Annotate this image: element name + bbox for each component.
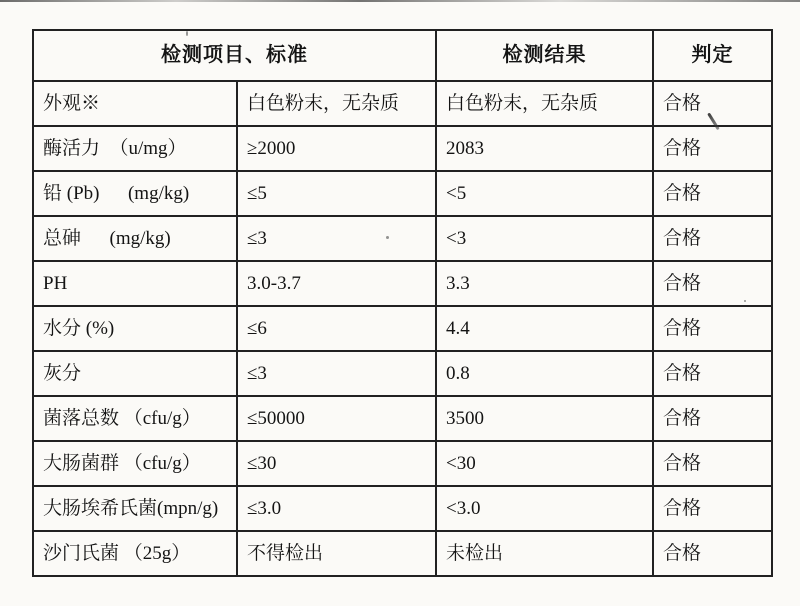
table-row — [33, 441, 772, 486]
cell-result: <5 — [436, 171, 653, 216]
cell-verdict: 合格 — [653, 486, 772, 531]
cell-item: 菌落总数 （cfu/g） — [33, 396, 237, 441]
cell-result: 白色粉末，无杂质 — [436, 81, 653, 126]
scan-speck — [744, 300, 746, 302]
table-row — [33, 171, 772, 216]
cell-verdict: 合格 — [653, 441, 772, 486]
cell-standard: ≤3.0 — [237, 486, 436, 531]
inspection-report-table — [32, 29, 773, 577]
cell-standard: ≤3 — [237, 216, 436, 261]
cell-verdict: 合格 — [653, 306, 772, 351]
scan-speck — [386, 236, 389, 239]
cell-item: 酶活力 （u/mg） — [33, 126, 237, 171]
cell-item: 总砷 (mg/kg) — [33, 216, 237, 261]
table-row — [33, 396, 772, 441]
table-row — [33, 531, 772, 576]
cell-standard: ≤50000 — [237, 396, 436, 441]
cell-result: 0.8 — [436, 351, 653, 396]
table-row — [33, 126, 772, 171]
cell-verdict: 合格 — [653, 126, 772, 171]
cell-result: 3.3 — [436, 261, 653, 306]
cell-item: 大肠菌群 （cfu/g） — [33, 441, 237, 486]
cell-item: 外观※ — [33, 81, 237, 126]
cell-standard: ≤6 — [237, 306, 436, 351]
header-verdict: 判定 — [653, 30, 772, 81]
cell-result: <3 — [436, 216, 653, 261]
scan-edge-artifact — [0, 0, 800, 2]
cell-verdict: 合格 — [653, 531, 772, 576]
cell-result: <3.0 — [436, 486, 653, 531]
cell-result: 2083 — [436, 126, 653, 171]
cell-item: 大肠埃希氏菌(mpn/g) — [33, 486, 237, 531]
scan-speck — [186, 31, 188, 36]
cell-result: 4.4 — [436, 306, 653, 351]
cell-item: 水分 (%) — [33, 306, 237, 351]
table-row — [33, 486, 772, 531]
cell-standard: ≤5 — [237, 171, 436, 216]
cell-result: 未检出 — [436, 531, 653, 576]
cell-item: 灰分 — [33, 351, 237, 396]
table-row — [33, 81, 772, 126]
header-row — [33, 30, 772, 81]
cell-verdict: 合格 — [653, 81, 772, 126]
header-result: 检测结果 — [436, 30, 653, 81]
cell-verdict: 合格 — [653, 396, 772, 441]
cell-standard: 不得检出 — [237, 531, 436, 576]
cell-verdict: 合格 — [653, 171, 772, 216]
table-row — [33, 261, 772, 306]
header-item-standard: 检测项目、标准 — [33, 30, 436, 81]
cell-item: 沙门氏菌 （25g） — [33, 531, 237, 576]
cell-result: 3500 — [436, 396, 653, 441]
cell-item: PH — [33, 261, 237, 306]
table-row — [33, 306, 772, 351]
cell-verdict: 合格 — [653, 261, 772, 306]
cell-standard: 白色粉末，无杂质 — [237, 81, 436, 126]
cell-result: <30 — [436, 441, 653, 486]
cell-verdict: 合格 — [653, 216, 772, 261]
table-row — [33, 216, 772, 261]
cell-standard: ≤30 — [237, 441, 436, 486]
cell-standard: ≤3 — [237, 351, 436, 396]
cell-item: 铅 (Pb) (mg/kg) — [33, 171, 237, 216]
table-row — [33, 351, 772, 396]
cell-verdict: 合格 — [653, 351, 772, 396]
cell-standard: ≥2000 — [237, 126, 436, 171]
cell-standard: 3.0-3.7 — [237, 261, 436, 306]
